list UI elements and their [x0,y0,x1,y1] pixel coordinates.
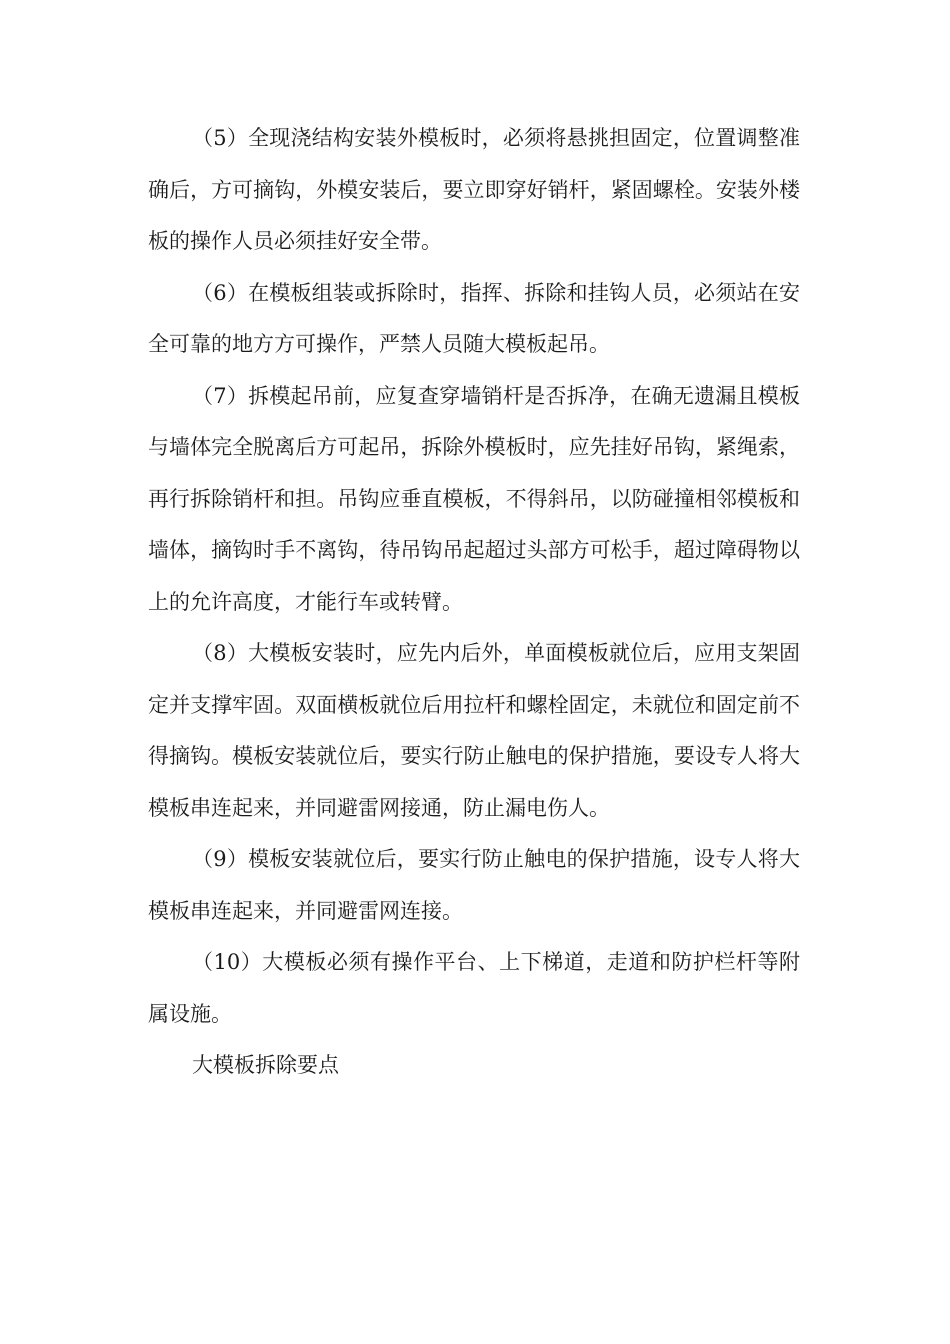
section-heading: 大模板拆除要点 [192,1053,339,1077]
paragraph-item-5: （5）全现浇结构安装外模板时，必须将悬挑担固定，位置调整准确后，方可摘钩，外模安装后，要立即穿好销杆，紧固螺栓。安装外楼板的操作人员必须挂好安全带。 [148,126,800,253]
paragraph-item-6: （6）在模板组装或拆除时，指挥、拆除和挂钩人员，必须站在安全可靠的地方方可操作，严禁人员随大模板起吊。 [148,280,800,356]
paragraph-item-10: （10）大模板必须有操作平台、上下梯道，走道和防护栏杆等附属设施。 [148,950,800,1026]
document-body [148,113,800,1092]
paragraph-item-9: （9）模板安装就位后，要实行防止触电的保护措施，设专人将大模板串连起来，并同避雷网连接。 [148,847,800,923]
paragraph-item-7: （7）拆模起吊前，应复查穿墙销杆是否拆净，在确无遗漏且模板与墙体完全脱离后方可起吊，拆除外模板时，应先挂好吊钩，紧绳索，再行拆除销杆和担。吊钩应垂直模板，不得斜吊，以防碰撞相邻模板和墙体，摘钩时手不离钩，待吊钩吊起超过头部方可松手，超过障碍物以上的允许高度，才能行车或转臂。 [148,383,800,614]
paragraph-item-8: （8）大模板安装时，应先内后外，单面模板就位后，应用支架固定并支撑牢固。双面横板就位后用拉杆和螺栓固定，未就位和固定前不得摘钩。模板安装就位后，要实行防止触电的保护措施，要设专人将大模板串连起来，并同避雷网接通，防止漏电伤人。 [148,641,800,820]
